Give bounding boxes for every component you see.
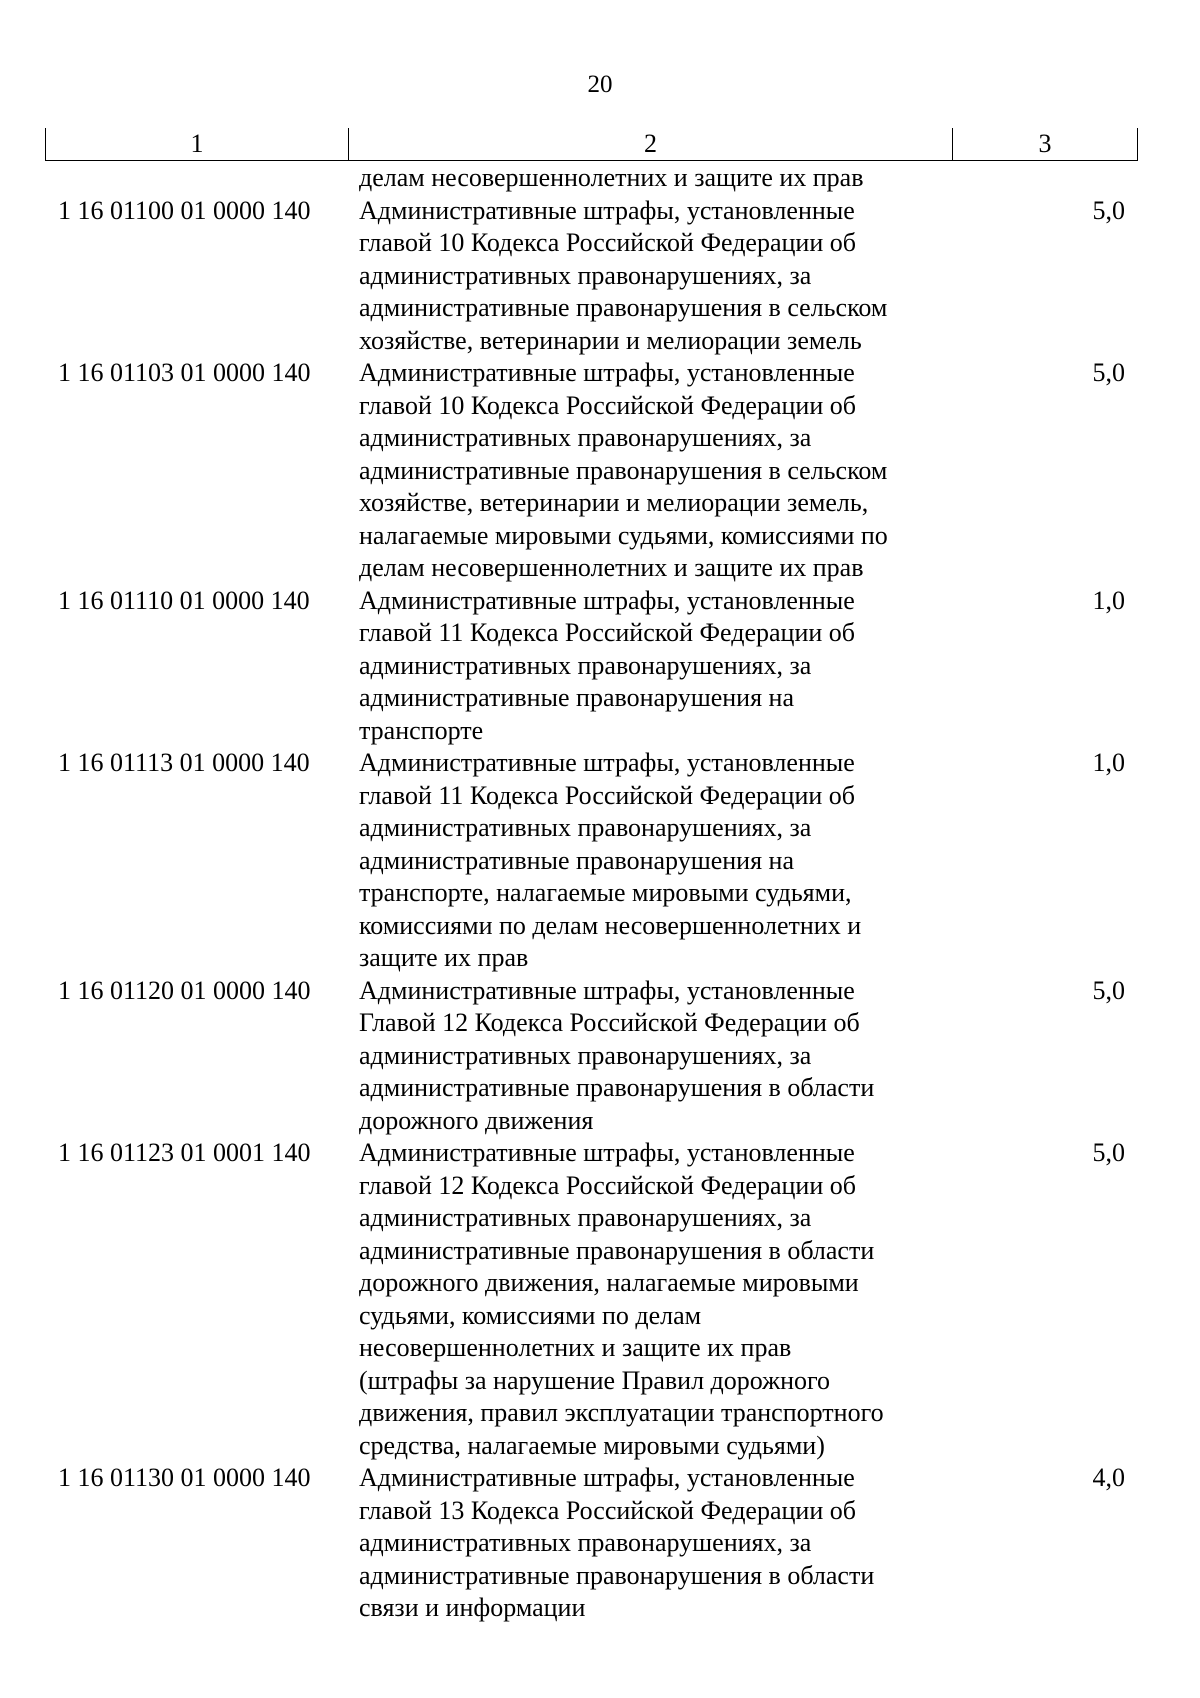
description-line: главой 10 Кодекса Российской Федерации об [359, 390, 856, 420]
row-code: 1 16 01100 01 0000 140 [58, 195, 311, 225]
description-line: главой 11 Кодекса Российской Федерации об [359, 780, 856, 810]
table-row [45, 975, 1138, 1138]
description-line: Административные штрафы, установленные [359, 195, 855, 225]
description-line: главой 13 Кодекса Российской Федерации об [359, 1495, 856, 1525]
row-description [348, 357, 952, 585]
description-line: транспорте, налагаемые мировыми судьями, [359, 878, 852, 907]
table-row [45, 357, 1138, 585]
description-line: административных правонарушениях, за [359, 650, 812, 680]
description-line: делам несовершеннолетних и защите их прав [359, 163, 864, 192]
description-line: судьями, комиссиями по делам [359, 1300, 702, 1330]
description-line: главой 12 Кодекса Российской Федерации об [359, 1170, 856, 1200]
description-line: делам несовершеннолетних и защите их прав [359, 553, 864, 582]
description-line: налагаемые мировыми судьями, комиссиями по [359, 520, 888, 550]
row-code: 1 16 01103 01 0000 140 [58, 358, 311, 387]
row-code: 1 16 01113 01 0000 140 [58, 748, 310, 777]
description-line: дорожного движения, налагаемые мировыми [359, 1268, 859, 1297]
description-line: Административные штрафы, установленные [359, 1138, 855, 1167]
row-code: 1 16 01130 01 0000 140 [58, 1463, 311, 1492]
row-code: 1 16 01123 01 0001 140 [58, 1138, 311, 1167]
description-line: транспорте [359, 715, 484, 745]
table-row [45, 747, 1138, 975]
description-line: хозяйстве, ветеринарии и мелиорации земель [359, 325, 862, 355]
page-number: 20 [587, 71, 613, 98]
description-line: административных правонарушениях, за [359, 1040, 812, 1070]
description-line: административных правонарушениях, за [359, 260, 812, 290]
row-description [348, 195, 952, 358]
description-line: административные правонарушения на [359, 683, 794, 712]
description-line: административных правонарушениях, за [359, 1528, 812, 1557]
table-row [45, 585, 1138, 748]
column-header-1: 1 [45, 128, 348, 160]
description-line: несовершеннолетних и защите их прав [359, 1333, 792, 1362]
row-description [348, 747, 952, 975]
description-line: административные правонарушения на [359, 845, 794, 875]
row-value: 5,0 [1092, 1138, 1125, 1167]
description-line: административных правонарушениях, за [359, 813, 812, 842]
description-line: защите их прав [359, 943, 529, 972]
row-description [348, 162, 952, 195]
continuation-row [45, 162, 1138, 195]
table-row [45, 195, 1138, 358]
row-code: 1 16 01110 01 0000 140 [58, 585, 310, 615]
description-line: административные правонарушения в области [359, 1560, 875, 1590]
table-row [45, 1462, 1138, 1625]
description-line: Главой 12 Кодекса Российской Федерации об [359, 1008, 860, 1037]
row-description [348, 1137, 952, 1462]
description-line: Административные штрафы, установленные [359, 1463, 855, 1492]
column-header-3: 3 [952, 128, 1138, 160]
row-value: 5,0 [1092, 195, 1125, 225]
description-line: административные правонарушения в сельском [359, 293, 888, 322]
row-value: 1,0 [1092, 748, 1125, 777]
description-line: комиссиями по делам несовершеннолетних и [359, 910, 862, 940]
row-code: 1 16 01120 01 0000 140 [58, 975, 311, 1005]
row-value: 4,0 [1092, 1463, 1125, 1492]
description-line: административные правонарушения в области [359, 1235, 875, 1265]
table-header [45, 128, 1138, 161]
description-line: дорожного движения [359, 1105, 594, 1135]
description-line: Административные штрафы, установленные [359, 585, 855, 615]
description-line: (штрафы за нарушение Правил дорожного [359, 1365, 831, 1395]
row-description [348, 975, 952, 1138]
description-line: связи и информации [359, 1593, 586, 1622]
description-line: Административные штрафы, установленные [359, 748, 855, 777]
description-line: средства, налагаемые мировыми судьями) [359, 1430, 825, 1460]
row-description [348, 1462, 952, 1625]
table-row [45, 1137, 1138, 1462]
description-line: административных правонарушениях, за [359, 1203, 812, 1232]
description-line: движения, правил эксплуатации транспортного [359, 1398, 884, 1427]
row-value: 5,0 [1092, 358, 1125, 387]
row-value: 5,0 [1092, 975, 1125, 1005]
table-body [45, 162, 1138, 1625]
description-line: административные правонарушения в области [359, 1073, 875, 1102]
description-line: главой 10 Кодекса Российской Федерации об [359, 228, 856, 257]
description-line: административные правонарушения в сельском [359, 455, 888, 485]
description-line: главой 11 Кодекса Российской Федерации об [359, 618, 856, 647]
description-line: хозяйстве, ветеринарии и мелиорации земель, [359, 488, 869, 517]
description-line: Административные штрафы, установленные [359, 358, 855, 387]
description-line: административных правонарушениях, за [359, 423, 812, 452]
row-description [348, 585, 952, 748]
column-header-2: 2 [348, 128, 952, 160]
description-line: Административные штрафы, установленные [359, 975, 855, 1005]
row-value: 1,0 [1092, 585, 1125, 615]
